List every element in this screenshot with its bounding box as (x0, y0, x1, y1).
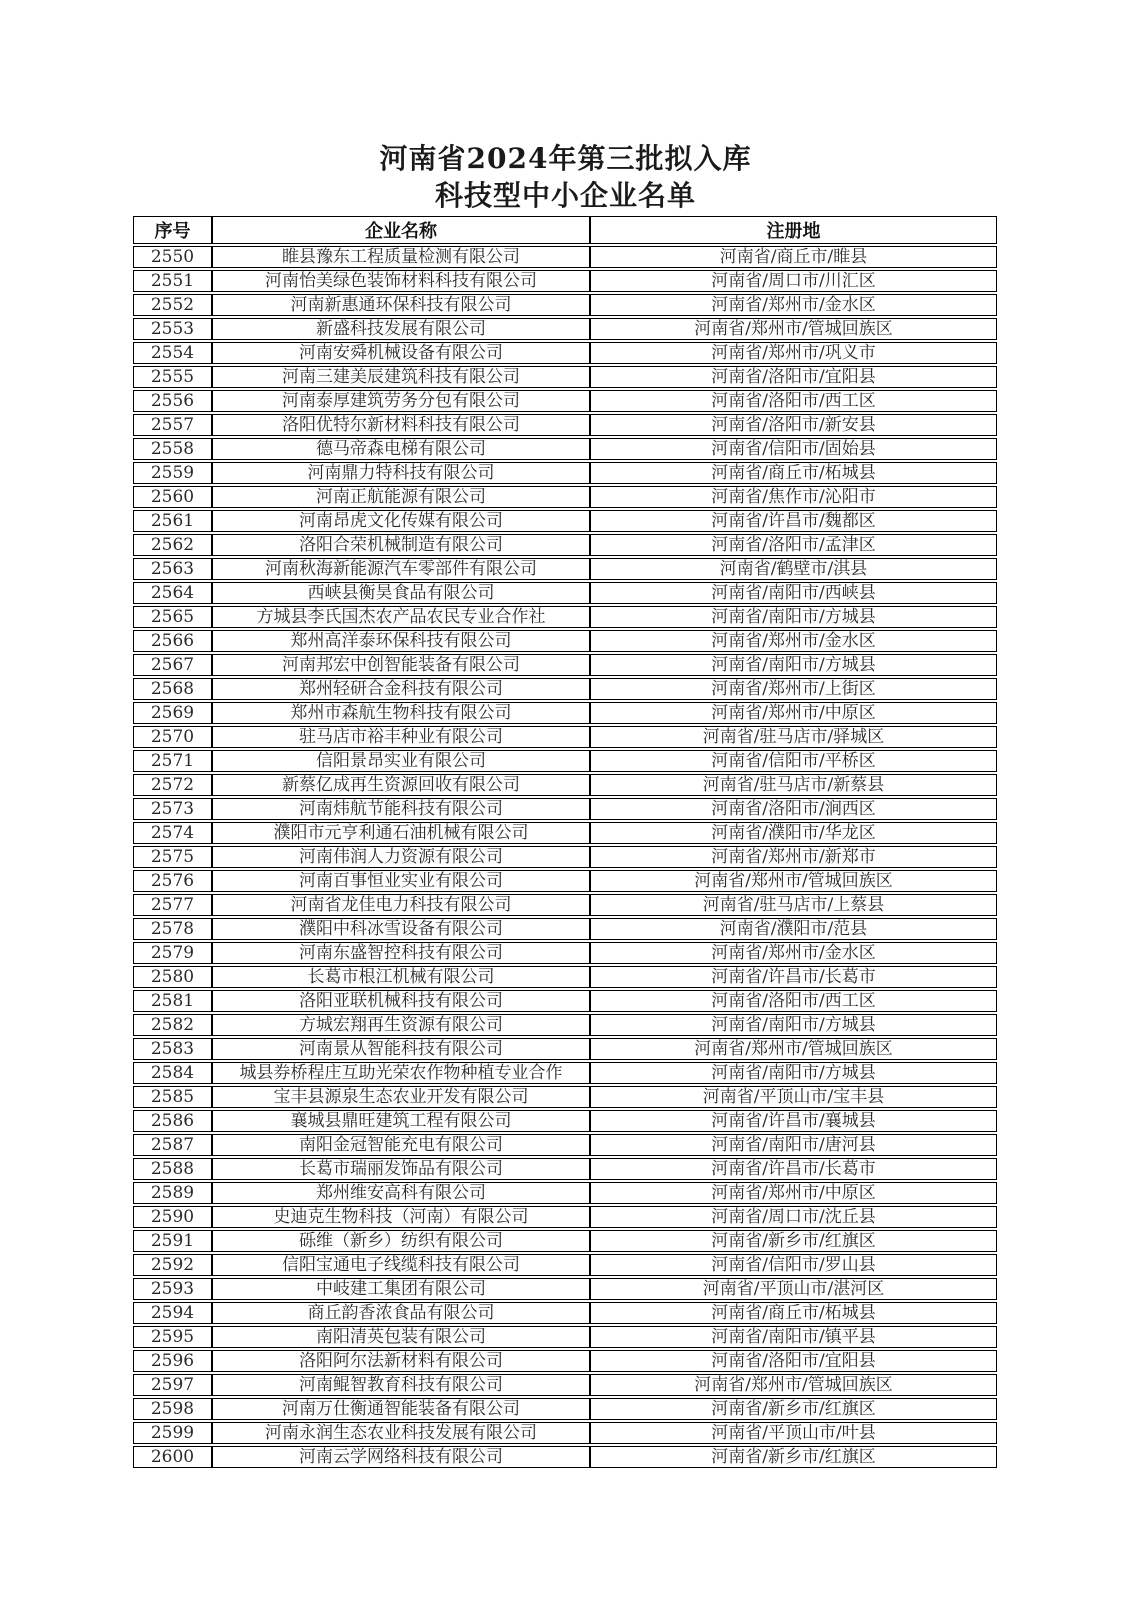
row-location-cell: 河南省/郑州市/中原区 (590, 1182, 997, 1204)
row-location-cell: 河南省/商丘市/睢县 (590, 246, 997, 268)
row-name-cell: 郑州市森航生物科技有限公司 (212, 702, 590, 724)
row-location-cell: 河南省/郑州市/管城回族区 (590, 1374, 997, 1396)
table-row (133, 1446, 997, 1468)
document-title (0, 0, 1131, 214)
row-seq-cell: 2553 (133, 318, 212, 340)
row-name-cell: 长葛市根江机械有限公司 (212, 966, 590, 988)
row-location-cell: 河南省/郑州市/管城回族区 (590, 870, 997, 892)
row-location-cell: 河南省/郑州市/金水区 (590, 294, 997, 316)
table-row (133, 318, 997, 340)
row-name-cell: 襄城县鼎旺建筑工程有限公司 (212, 1110, 590, 1132)
row-seq-cell: 2565 (133, 606, 212, 628)
row-name-cell: 新蔡亿成再生资源回收有限公司 (212, 774, 590, 796)
row-location-cell: 河南省/南阳市/方城县 (590, 606, 997, 628)
row-location-cell: 河南省/商丘市/柘城县 (590, 462, 997, 484)
table-row (133, 822, 997, 844)
row-location-cell: 河南省/洛阳市/孟津区 (590, 534, 997, 556)
table-row (133, 534, 997, 556)
row-name-cell: 河南泰厚建筑劳务分包有限公司 (212, 390, 590, 412)
table-row (133, 1230, 997, 1252)
row-location-cell: 河南省/平顶山市/叶县 (590, 1422, 997, 1444)
row-location-cell: 河南省/郑州市/管城回族区 (590, 1038, 997, 1060)
row-name-cell: 濮阳市元亨利通石油机械有限公司 (212, 822, 590, 844)
row-location-cell: 河南省/新乡市/红旗区 (590, 1230, 997, 1252)
row-name-cell: 郑州高洋泰环保科技有限公司 (212, 630, 590, 652)
table-row (133, 366, 997, 388)
row-name-cell: 城县券桥程庄互助光荣农作物种植专业合作 (212, 1062, 590, 1084)
table-row (133, 654, 997, 676)
row-seq-cell: 2572 (133, 774, 212, 796)
row-location-cell: 河南省/南阳市/唐河县 (590, 1134, 997, 1156)
row-location-cell: 河南省/新乡市/红旗区 (590, 1446, 997, 1468)
row-location-cell: 河南省/许昌市/长葛市 (590, 1158, 997, 1180)
row-name-cell: 睢县豫东工程质量检测有限公司 (212, 246, 590, 268)
row-name-cell: 河南怡美绿色装饰材料科技有限公司 (212, 270, 590, 292)
row-seq-cell: 2576 (133, 870, 212, 892)
row-name-cell: 河南万仕衡通智能装备有限公司 (212, 1398, 590, 1420)
row-name-cell: 洛阳阿尔法新材料有限公司 (212, 1350, 590, 1372)
table-row (133, 246, 997, 268)
row-seq-cell: 2580 (133, 966, 212, 988)
row-name-cell: 中岐建工集团有限公司 (212, 1278, 590, 1300)
table-row (133, 1278, 997, 1300)
row-seq-cell: 2578 (133, 918, 212, 940)
table-row (133, 1254, 997, 1276)
column-header-location: 注册地 (590, 216, 997, 244)
table-header-row (133, 216, 997, 244)
row-location-cell: 河南省/周口市/川汇区 (590, 270, 997, 292)
table-row (133, 1134, 997, 1156)
company-table (133, 214, 997, 1470)
row-seq-cell: 2562 (133, 534, 212, 556)
row-location-cell: 河南省/郑州市/新郑市 (590, 846, 997, 868)
row-location-cell: 河南省/平顶山市/湛河区 (590, 1278, 997, 1300)
row-seq-cell: 2554 (133, 342, 212, 364)
row-location-cell: 河南省/洛阳市/西工区 (590, 990, 997, 1012)
row-location-cell: 河南省/信阳市/固始县 (590, 438, 997, 460)
row-name-cell: 南阳清英包装有限公司 (212, 1326, 590, 1348)
row-name-cell: 宝丰县源泉生态农业开发有限公司 (212, 1086, 590, 1108)
table-row (133, 1302, 997, 1324)
row-seq-cell: 2596 (133, 1350, 212, 1372)
row-name-cell: 河南炜航节能科技有限公司 (212, 798, 590, 820)
row-location-cell: 河南省/郑州市/金水区 (590, 630, 997, 652)
row-seq-cell: 2600 (133, 1446, 212, 1468)
row-location-cell: 河南省/郑州市/中原区 (590, 702, 997, 724)
row-name-cell: 河南邦宏中创智能装备有限公司 (212, 654, 590, 676)
title-line-1: 河南省2024年第三批拟入库 (379, 142, 752, 175)
table-row (133, 1062, 997, 1084)
row-name-cell: 郑州轻研合金科技有限公司 (212, 678, 590, 700)
table-row (133, 438, 997, 460)
row-seq-cell: 2560 (133, 486, 212, 508)
row-location-cell: 河南省/洛阳市/西工区 (590, 390, 997, 412)
row-location-cell: 河南省/濮阳市/华龙区 (590, 822, 997, 844)
row-location-cell: 河南省/郑州市/巩义市 (590, 342, 997, 364)
row-location-cell: 河南省/濮阳市/范县 (590, 918, 997, 940)
row-name-cell: 河南永润生态农业科技发展有限公司 (212, 1422, 590, 1444)
title-line-2: 科技型中小企业名单 (434, 179, 696, 212)
table-row (133, 462, 997, 484)
table-row (133, 1038, 997, 1060)
row-seq-cell: 2591 (133, 1230, 212, 1252)
row-location-cell: 河南省/驻马店市/驿城区 (590, 726, 997, 748)
row-location-cell: 河南省/驻马店市/上蔡县 (590, 894, 997, 916)
row-seq-cell: 2555 (133, 366, 212, 388)
row-name-cell: 方城宏翔再生资源有限公司 (212, 1014, 590, 1036)
row-seq-cell: 2590 (133, 1206, 212, 1228)
row-name-cell: 新盛科技发展有限公司 (212, 318, 590, 340)
table-row (133, 414, 997, 436)
row-location-cell: 河南省/许昌市/长葛市 (590, 966, 997, 988)
row-name-cell: 河南伟润人力资源有限公司 (212, 846, 590, 868)
row-seq-cell: 2575 (133, 846, 212, 868)
row-name-cell: 河南云学网络科技有限公司 (212, 1446, 590, 1468)
table-row (133, 990, 997, 1012)
row-seq-cell: 2563 (133, 558, 212, 580)
table-row (133, 798, 997, 820)
row-name-cell: 河南三建美辰建筑科技有限公司 (212, 366, 590, 388)
row-name-cell: 史迪克生物科技（河南）有限公司 (212, 1206, 590, 1228)
row-seq-cell: 2577 (133, 894, 212, 916)
table-row (133, 1182, 997, 1204)
row-seq-cell: 2588 (133, 1158, 212, 1180)
row-name-cell: 河南秋海新能源汽车零部件有限公司 (212, 558, 590, 580)
table-row (133, 942, 997, 964)
row-name-cell: 西峡县衡昊食品有限公司 (212, 582, 590, 604)
row-name-cell: 河南昂虎文化传媒有限公司 (212, 510, 590, 532)
row-location-cell: 河南省/郑州市/管城回族区 (590, 318, 997, 340)
table-row (133, 846, 997, 868)
row-name-cell: 洛阳优特尔新材料科技有限公司 (212, 414, 590, 436)
row-location-cell: 河南省/许昌市/襄城县 (590, 1110, 997, 1132)
row-location-cell: 河南省/周口市/沈丘县 (590, 1206, 997, 1228)
table-row (133, 918, 997, 940)
row-name-cell: 砾维（新乡）纺织有限公司 (212, 1230, 590, 1252)
row-seq-cell: 2599 (133, 1422, 212, 1444)
row-seq-cell: 2581 (133, 990, 212, 1012)
table-row (133, 510, 997, 532)
row-location-cell: 河南省/商丘市/柘城县 (590, 1302, 997, 1324)
row-seq-cell: 2569 (133, 702, 212, 724)
row-name-cell: 河南正航能源有限公司 (212, 486, 590, 508)
row-location-cell: 河南省/信阳市/平桥区 (590, 750, 997, 772)
row-seq-cell: 2559 (133, 462, 212, 484)
table-row (133, 1350, 997, 1372)
row-seq-cell: 2574 (133, 822, 212, 844)
row-seq-cell: 2558 (133, 438, 212, 460)
row-name-cell: 河南安舜机械设备有限公司 (212, 342, 590, 364)
row-location-cell: 河南省/南阳市/方城县 (590, 654, 997, 676)
table-row (133, 1422, 997, 1444)
row-location-cell: 河南省/洛阳市/宜阳县 (590, 366, 997, 388)
row-name-cell: 濮阳中科冰雪设备有限公司 (212, 918, 590, 940)
row-location-cell: 河南省/焦作市/沁阳市 (590, 486, 997, 508)
table-row (133, 750, 997, 772)
row-location-cell: 河南省/驻马店市/新蔡县 (590, 774, 997, 796)
row-name-cell: 商丘韵香浓食品有限公司 (212, 1302, 590, 1324)
row-location-cell: 河南省/郑州市/上街区 (590, 678, 997, 700)
row-location-cell: 河南省/新乡市/红旗区 (590, 1398, 997, 1420)
row-seq-cell: 2570 (133, 726, 212, 748)
row-seq-cell: 2593 (133, 1278, 212, 1300)
table-row (133, 870, 997, 892)
table-row (133, 270, 997, 292)
row-name-cell: 河南鼎力特科技有限公司 (212, 462, 590, 484)
table-row (133, 390, 997, 412)
row-seq-cell: 2551 (133, 270, 212, 292)
row-seq-cell: 2587 (133, 1134, 212, 1156)
row-name-cell: 河南省龙佳电力科技有限公司 (212, 894, 590, 916)
row-seq-cell: 2550 (133, 246, 212, 268)
row-location-cell: 河南省/南阳市/方城县 (590, 1062, 997, 1084)
row-name-cell: 河南新惠通环保科技有限公司 (212, 294, 590, 316)
table-row (133, 1326, 997, 1348)
table-row (133, 294, 997, 316)
row-seq-cell: 2556 (133, 390, 212, 412)
row-location-cell: 河南省/南阳市/西峡县 (590, 582, 997, 604)
row-seq-cell: 2586 (133, 1110, 212, 1132)
row-name-cell: 信阳宝通电子线缆科技有限公司 (212, 1254, 590, 1276)
row-seq-cell: 2552 (133, 294, 212, 316)
row-name-cell: 河南百事恒业实业有限公司 (212, 870, 590, 892)
table-row (133, 1398, 997, 1420)
row-name-cell: 洛阳亚联机械科技有限公司 (212, 990, 590, 1012)
table-row (133, 726, 997, 748)
row-name-cell: 洛阳合荣机械制造有限公司 (212, 534, 590, 556)
row-location-cell: 河南省/南阳市/方城县 (590, 1014, 997, 1036)
table-row (133, 774, 997, 796)
table-row (133, 582, 997, 604)
row-name-cell: 河南东盛智控科技有限公司 (212, 942, 590, 964)
row-seq-cell: 2564 (133, 582, 212, 604)
row-location-cell: 河南省/洛阳市/新安县 (590, 414, 997, 436)
row-seq-cell: 2573 (133, 798, 212, 820)
table-row (133, 966, 997, 988)
row-seq-cell: 2592 (133, 1254, 212, 1276)
row-seq-cell: 2594 (133, 1302, 212, 1324)
row-name-cell: 方城县李氏国杰农产品农民专业合作社 (212, 606, 590, 628)
row-seq-cell: 2585 (133, 1086, 212, 1108)
table-row (133, 678, 997, 700)
table-row (133, 1158, 997, 1180)
row-seq-cell: 2567 (133, 654, 212, 676)
table-row (133, 486, 997, 508)
row-location-cell: 河南省/洛阳市/宜阳县 (590, 1350, 997, 1372)
table-row (133, 1110, 997, 1132)
row-name-cell: 长葛市瑞丽发饰品有限公司 (212, 1158, 590, 1180)
row-location-cell: 河南省/郑州市/金水区 (590, 942, 997, 964)
row-seq-cell: 2598 (133, 1398, 212, 1420)
row-location-cell: 河南省/洛阳市/涧西区 (590, 798, 997, 820)
row-name-cell: 驻马店市裕丰种业有限公司 (212, 726, 590, 748)
row-seq-cell: 2582 (133, 1014, 212, 1036)
row-location-cell: 河南省/平顶山市/宝丰县 (590, 1086, 997, 1108)
row-name-cell: 河南景从智能科技有限公司 (212, 1038, 590, 1060)
row-seq-cell: 2589 (133, 1182, 212, 1204)
table-row (133, 894, 997, 916)
table-body (133, 246, 997, 1468)
row-name-cell: 郑州维安高科有限公司 (212, 1182, 590, 1204)
row-location-cell: 河南省/许昌市/魏都区 (590, 510, 997, 532)
row-seq-cell: 2595 (133, 1326, 212, 1348)
table-row (133, 342, 997, 364)
row-location-cell: 河南省/鹤壁市/淇县 (590, 558, 997, 580)
row-seq-cell: 2597 (133, 1374, 212, 1396)
row-name-cell: 南阳金冠智能充电有限公司 (212, 1134, 590, 1156)
column-header-seq: 序号 (133, 216, 212, 244)
table-row (133, 558, 997, 580)
row-name-cell: 信阳景昂实业有限公司 (212, 750, 590, 772)
row-seq-cell: 2584 (133, 1062, 212, 1084)
row-name-cell: 德马帝森电梯有限公司 (212, 438, 590, 460)
row-location-cell: 河南省/信阳市/罗山县 (590, 1254, 997, 1276)
table-row (133, 1014, 997, 1036)
row-seq-cell: 2568 (133, 678, 212, 700)
table-row (133, 1374, 997, 1396)
row-seq-cell: 2557 (133, 414, 212, 436)
table-row (133, 702, 997, 724)
table-row (133, 606, 997, 628)
table-row (133, 630, 997, 652)
row-seq-cell: 2583 (133, 1038, 212, 1060)
row-location-cell: 河南省/南阳市/镇平县 (590, 1326, 997, 1348)
row-seq-cell: 2571 (133, 750, 212, 772)
table-row (133, 1206, 997, 1228)
column-header-name: 企业名称 (212, 216, 590, 244)
row-seq-cell: 2579 (133, 942, 212, 964)
table-row (133, 1086, 997, 1108)
row-seq-cell: 2561 (133, 510, 212, 532)
row-name-cell: 河南鲲智教育科技有限公司 (212, 1374, 590, 1396)
row-seq-cell: 2566 (133, 630, 212, 652)
